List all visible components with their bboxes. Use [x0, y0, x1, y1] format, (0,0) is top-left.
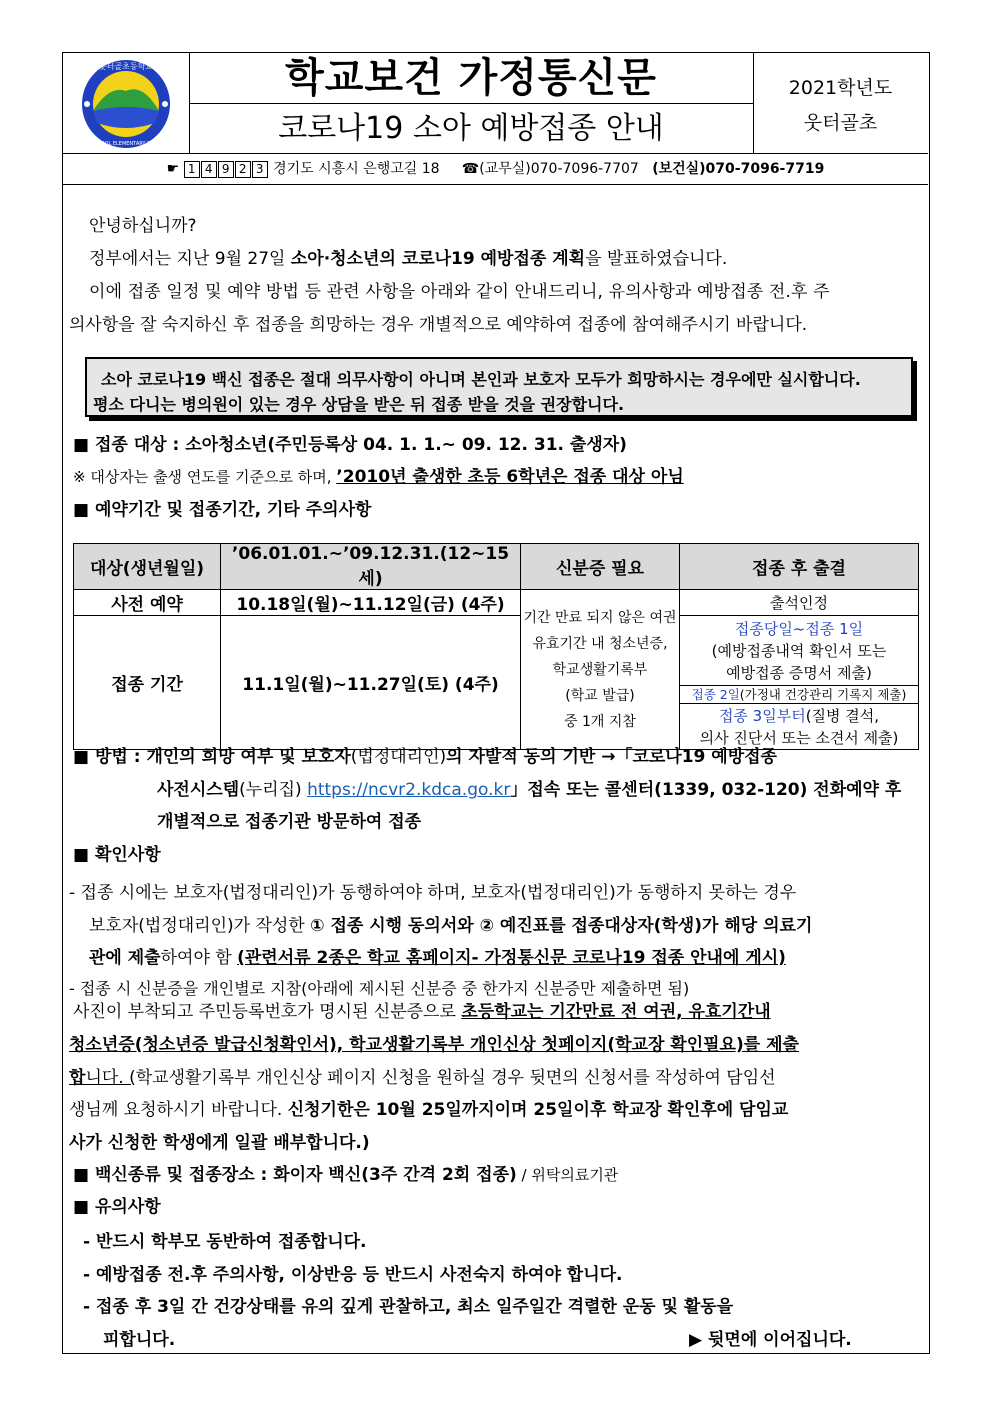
- attendance-title: 접종 2일: [691, 687, 740, 702]
- school-name: 웃터골초: [803, 112, 878, 134]
- office-phone: ☎(교무실)070-7096-7707: [461, 161, 639, 177]
- school-year: 2021학년도: [788, 77, 893, 99]
- table-cell: 사전 예약: [74, 590, 221, 616]
- greeting: 안녕하십니까?: [89, 216, 197, 236]
- hand-pointer-icon: ☛: [166, 161, 180, 177]
- newsletter-header: [63, 53, 928, 154]
- id-line: 학교생활기록부: [552, 661, 648, 678]
- intro-text: 을 발표하였습니다.: [585, 249, 728, 269]
- method-text: 」접속 또는 콜센터(1339, 032-120) 전화예약 후: [510, 780, 902, 800]
- check-line-4: - 접종 시 신분증을 개인별로 지참(아래에 제시된 신분증 중 한가지 신분증만 제출하면 됨): [69, 979, 690, 998]
- check-text: 학교생활기록부 개인신상 페이지 신청을 원하실 경우 뒷면의 신청서를 작성하여 담임선: [135, 1068, 776, 1088]
- zip-digit: 3: [252, 161, 268, 178]
- method-text: ■ 방법 : 개인의 희망 여부 및 보호자: [73, 747, 351, 767]
- check-line-1: - 접종 시에는 보호자(법정대리인)가 동행하여야 하며, 보호자(법정대리인)가 동행하지 못하는 경우: [69, 883, 797, 903]
- logo-text-top: 웃터골초등학교: [98, 62, 154, 71]
- caution-heading: ■ 유의사항: [73, 1197, 161, 1217]
- zip-digit: 9: [218, 161, 234, 178]
- attendance-cell-day2: [680, 686, 919, 704]
- vaccine-text: / 위탁의료기관: [516, 1166, 619, 1184]
- intro-text: 정부에서는 지난 9월 27일: [89, 249, 291, 269]
- id-line: 기간 만료 되지 않은 여권: [523, 609, 677, 626]
- table-header: 접종 후 출결: [680, 544, 919, 590]
- check-text: 하여야 함: [160, 948, 238, 968]
- caution-line-4: 피합니다.: [103, 1330, 176, 1350]
- health-office-phone: (보건실)070-7096-7719: [652, 161, 825, 177]
- target-heading: ■ 접종 대상 : 소아청소년(주민등록상 04. 1. 1.~ 09. 12. 31. 출생자): [73, 435, 627, 455]
- attendance-cell-day0-1: [680, 616, 919, 686]
- method-text: 사전시스템: [157, 780, 240, 800]
- address-bar: [63, 154, 928, 185]
- table-cell: 출석인정: [680, 590, 919, 616]
- title-box: [189, 53, 754, 153]
- check-line-8: [69, 1099, 788, 1121]
- id-line: 중 1개 지참: [564, 713, 636, 730]
- table-header: 신분증 필요: [521, 544, 680, 590]
- method-line-2: [157, 779, 901, 801]
- caution-line-2: - 예방접종 전.후 주의사항, 이상반응 등 반드시 사전숙지 하여야 합니다.: [83, 1265, 623, 1285]
- period-heading: ■ 예약기간 및 접종기간, 기타 주의사항: [73, 500, 372, 520]
- continue-note: ▶ 뒷면에 이어집니다.: [689, 1330, 852, 1350]
- intro-bold: 소아·청소년의 코로나19 예방접종 계획: [290, 249, 586, 269]
- logo-text-bottom: UTTEOGOL ELEMENTARY SCHOOL: [83, 141, 169, 147]
- attendance-line: 예방접종 증명서 제출): [726, 663, 872, 682]
- attendance-line: 의사 진단서 또는 소견서 제출): [699, 728, 899, 747]
- check-bold: 초등학교는 기간만료 전 여권, 유효기간내: [461, 1002, 771, 1022]
- attendance-cell-day3: [680, 704, 919, 750]
- school-logo: [63, 53, 190, 153]
- vaccine-info: [73, 1164, 618, 1186]
- school-emblem-icon: [63, 53, 189, 153]
- caution-line-1: - 반드시 학부모 동반하여 접종합니다.: [83, 1232, 367, 1252]
- check-bold: 관에 제출: [89, 948, 161, 968]
- check-line-6: 청소년증(청소년증 발급신청확인서), 학교생활기록부 개인신상 첫페이지(학교장 확인필요)를 제출: [69, 1035, 799, 1055]
- year-school-box: [753, 53, 928, 153]
- target-note-bold: ’2010년 출생한 초등 6학년은 접종 대상 아님: [336, 467, 684, 487]
- zip-code: [184, 161, 273, 177]
- notice-box: [85, 357, 913, 417]
- method-text: (법정대리인): [350, 747, 447, 767]
- id-line: 유효기간 내 청소년증,: [532, 635, 668, 652]
- notice-line-2: 평소 다니는 병의원이 있는 경우 상담을 받은 뒤 접종 받을 것을 권장합니다.: [93, 395, 625, 414]
- target-note-text: ※ 대상자는 출생 연도를 기준으로 하며,: [73, 468, 337, 486]
- check-line-3: [89, 947, 786, 969]
- table-header: ’06.01.01.~’09.12.31.(12~15세): [221, 544, 521, 590]
- method-line-3: 개별적으로 접종기관 방문하여 접종: [157, 812, 422, 832]
- id-line: (학교 발급): [565, 687, 635, 704]
- check-line-2: [89, 915, 812, 937]
- check-line-5: [73, 1001, 771, 1023]
- caution-line-3: - 접종 후 3일 간 건강상태를 유의 깊게 관찰하고, 최소 일주일간 격렬한 운동 및 활동을: [83, 1297, 734, 1317]
- table-cell: 접종 기간: [74, 616, 221, 750]
- table-header-row: [74, 544, 919, 590]
- newsletter-page: [62, 52, 930, 1354]
- check-text: 생님께 요청하시기 바랍니다.: [69, 1100, 288, 1120]
- page-subtitle: 코로나19 소아 예방접종 안내: [278, 111, 664, 146]
- method-line-1: [73, 746, 777, 768]
- check-heading: ■ 확인사항: [73, 845, 161, 865]
- attendance-line: (예방접종내역 확인서 또는: [711, 641, 887, 660]
- check-bold: 합: [69, 1068, 86, 1088]
- id-required-cell: [521, 590, 680, 750]
- zip-digit: 4: [201, 161, 217, 178]
- check-text: 니다. (: [85, 1068, 136, 1088]
- attendance-title: 접종당일~접종 1일: [734, 619, 864, 638]
- attendance-title: 접종 3일부터: [718, 706, 806, 725]
- intro-line-3: 이에 접종 일정 및 예약 방법 등 관련 사항을 아래와 같이 안내드리니, 유의사항과 예방접종 전.후 주: [89, 282, 830, 302]
- target-note: [73, 466, 684, 488]
- method-text: (누리집): [239, 780, 308, 800]
- vaccine-bold: ■ 백신종류 및 접종장소 : 화이자 백신(3주 간격 2회 접종): [73, 1165, 517, 1185]
- attendance-line: (질병 결석,: [805, 706, 880, 725]
- page-title: 학교보건 가정통신문: [189, 53, 753, 104]
- zip-digit: 2: [235, 161, 251, 178]
- attendance-note: (가정내 건강관리 기록지 제출): [739, 687, 907, 702]
- notice-line-1: 소아 코로나19 백신 접종은 절대 의무사항이 아니며 본인과 보호자 모두가 희망하시는 경우에만 실시합니다.: [101, 370, 861, 389]
- check-bold: ① 접종 시행 동의서와 ② 예진표를 접종대상자(학생)가 해당 의료기: [310, 916, 813, 936]
- check-line-7: [69, 1067, 776, 1089]
- intro-line-4: 의사항을 잘 숙지하신 후 접종을 희망하는 경우 개별적으로 예약하여 접종에 참여해주시기 바랍니다.: [69, 315, 808, 335]
- check-bold: 신청기한은 10월 25일까지이며 25일이후 학교장 확인후에 담임교: [287, 1100, 789, 1120]
- street-address: 경기도 시흥시 은행고길 18: [273, 161, 440, 177]
- table-row: [74, 616, 919, 686]
- registration-link[interactable]: https://ncvr2.kdca.go.kr: [307, 780, 511, 800]
- intro-line-2: [89, 248, 727, 270]
- table-header: 대상(생년월일): [74, 544, 221, 590]
- check-line-9: 사가 신청한 학생에게 일괄 배부합니다.): [69, 1133, 370, 1153]
- table-cell: 11.1일(월)~11.27일(토) (4주): [221, 616, 521, 750]
- method-text: 의 자발적 동의 기반 →「코로나19 예방접종: [446, 747, 777, 767]
- table-cell: 10.18일(월)~11.12일(금) (4주): [221, 590, 521, 616]
- check-text: 보호자(법정대리인)가 작성한: [89, 916, 311, 936]
- check-text: 사진이 부착되고 주민등록번호가 명시된 신분증으로: [73, 1002, 462, 1022]
- schedule-table: [73, 543, 919, 750]
- zip-digit: 1: [184, 161, 200, 178]
- table-row: [74, 590, 919, 616]
- check-bold: (관련서류 2종은 학교 홈페이지- 가정통신문 코로나19 접종 안내에 게시): [237, 948, 786, 968]
